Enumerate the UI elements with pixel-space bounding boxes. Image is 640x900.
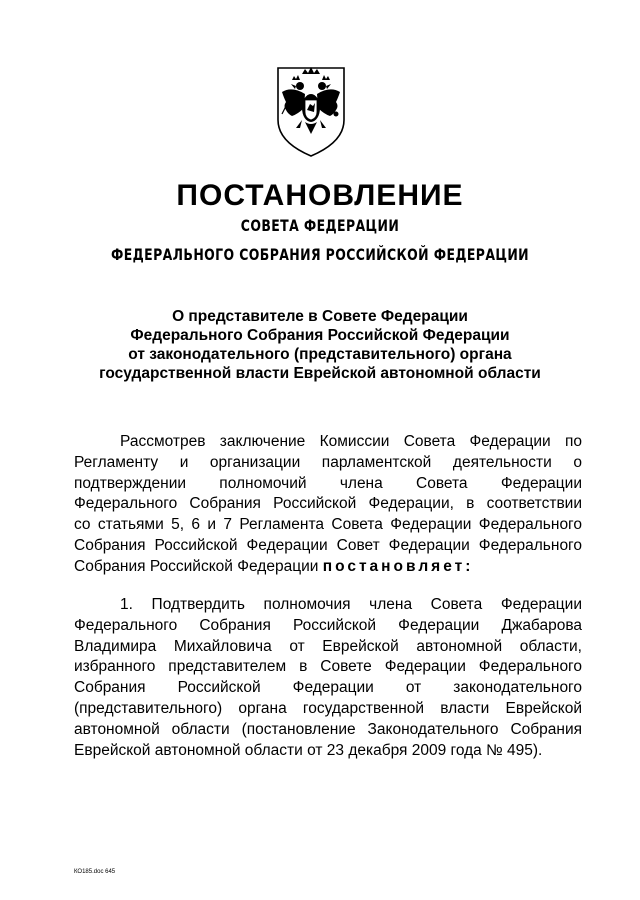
paragraph-line: Рассмотрев заключение Комиссии Совета Федерации по — [120, 433, 582, 450]
subject-line: от законодательного (представительного) органа — [128, 346, 512, 363]
issuer-line-1: СОВЕТА ФЕДЕРАЦИИ — [240, 216, 400, 235]
paragraph-line: Владимира Михайловича от Еврейской автономной области, — [74, 637, 582, 655]
subject-line: О представителе в Совете Федерации — [172, 308, 468, 325]
decree-word: постановляет: — [322, 557, 474, 575]
paragraph-line: Собрания Российской Федерации от законодательного — [74, 679, 582, 697]
paragraph-line: избранного представителем в Совете Федерации Федерального — [74, 658, 582, 676]
paragraph-line: со статьями 5, 6 и 7 Регламента Совета Федерации Федерального — [74, 516, 582, 534]
paragraph-line: Федерального Собрания Российской Федерации Джабарова — [74, 616, 582, 634]
paragraph-line: Собрания Российской Федерации Совет Федерации Федерального — [74, 536, 582, 554]
paragraph-line: Еврейской автономной области от 23 декабря 2009 года № 495). — [74, 741, 543, 759]
clause-1-paragraph — [74, 595, 582, 761]
paragraph-line: автономной области (постановление Законодательного Собрания — [74, 720, 582, 738]
document-title: ПОСТАНОВЛЕНИЕ — [176, 179, 464, 212]
paragraph-line: подтверждении полномочий члена Совета Федерации — [74, 474, 582, 492]
paragraph-line: (представительного) органа государственной власти Еврейской — [74, 699, 582, 717]
paragraph-line-text: Собрания Российской Федерации — [74, 557, 319, 575]
paragraph-last-line — [74, 557, 582, 578]
issuer-line-2: ФЕДЕРАЛЬНОГО СОБРАНИЯ РОССИЙСКОЙ ФЕДЕРАЦИИ — [110, 245, 530, 264]
paragraph-line: Федерального Собрания Российской Федерации, в соответствии — [74, 495, 582, 513]
preamble-paragraph — [74, 432, 582, 578]
subject-line: государственной власти Еврейской автономной области — [99, 365, 541, 382]
subject-line: Федерального Собрания Российской Федерации — [130, 327, 510, 344]
document-file-code: КО185.doc 645 — [74, 869, 116, 875]
coat-of-arms-icon — [272, 62, 350, 160]
document-subject — [40, 307, 600, 383]
paragraph-line: 1. Подтвердить полномочия члена Совета Федерации — [120, 596, 582, 613]
paragraph-line: Регламенту и организации парламентской деятельности о — [74, 453, 582, 471]
